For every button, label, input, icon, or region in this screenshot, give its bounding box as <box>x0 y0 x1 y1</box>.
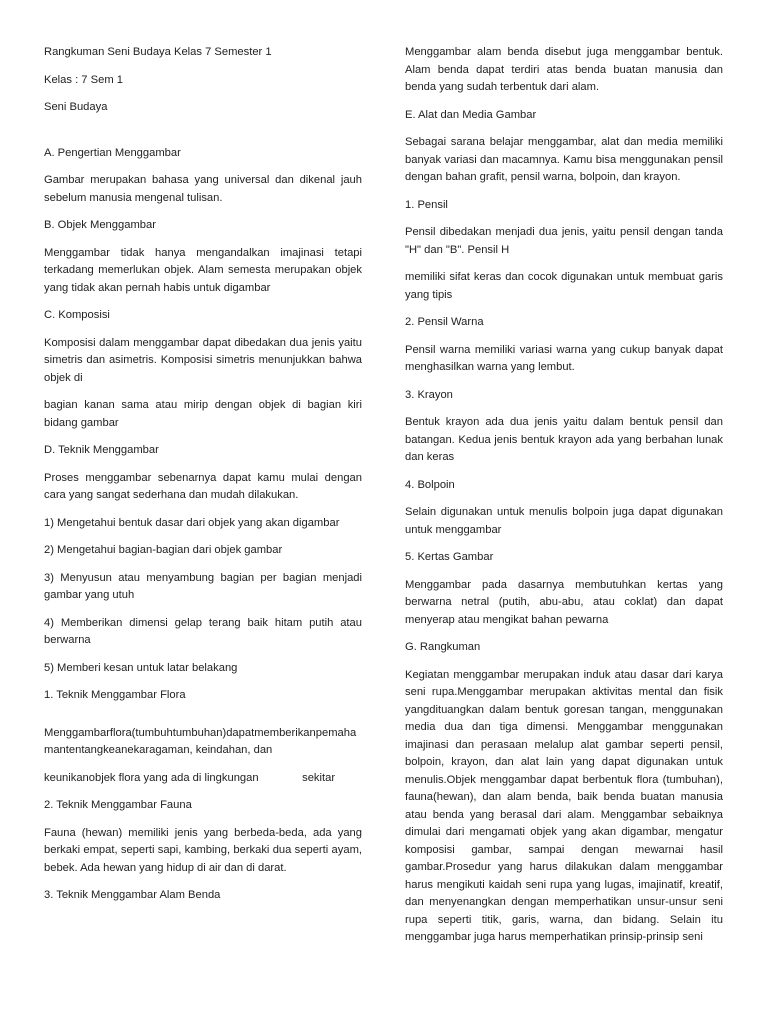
paragraph-komposisi-1: Komposisi dalam menggambar dapat dibedakan dua jenis yaitu simetris dan asimetris. Komposisi simetris menunjukkan bahwa objek di <box>44 336 362 384</box>
right-column <box>405 44 723 957</box>
heading-bolpoin: 4. Bolpoin <box>405 478 455 491</box>
list-item: 5) Memberi kesan untuk latar belakang <box>44 661 238 674</box>
paragraph-pensil-warna: Pensil warna memiliki variasi warna yang cukup banyak dapat menghasilkan warna yang lembut. <box>405 343 723 373</box>
heading-teknik: D. Teknik Menggambar <box>44 444 159 456</box>
paragraph-pensil-1: Pensil dibedakan menjadi dua jenis, yaitu pensil dengan tanda "H" dan "B". Pensil H <box>405 226 723 256</box>
paragraph-pengertian: Gambar merupakan bahasa yang universal dan dikenal jauh sebelum manusia mengenal tulisan. <box>44 174 362 204</box>
heading-pengertian: A. Pengertian Menggambar <box>44 146 181 159</box>
list-item: 1) Mengetahui bentuk dasar dari objek yang akan digambar <box>44 516 340 529</box>
left-column <box>44 44 362 915</box>
heading-fauna: 2. Teknik Menggambar Fauna <box>44 799 192 811</box>
paragraph-alam-benda: Menggambar alam benda disebut juga menggambar bentuk. Alam benda dapat terdiri atas benda buatan manusia dan benda yang sudah terbentuk dari alam. <box>405 46 723 93</box>
paragraph-krayon: Bentuk krayon ada dua jenis yaitu dalam bentuk pensil dan batangan. Kedua jenis bentuk krayon ada yang berbahan lunak dan keras <box>405 416 723 463</box>
paragraph-teknik: Proses menggambar sebenarnya dapat kamu mulai dengan cara yang sangat sederhana dan mudah dilakukan. <box>44 471 362 501</box>
heading-kertas: 5. Kertas Gambar <box>405 551 494 563</box>
heading-alat-media: E. Alat dan Media Gambar <box>405 108 537 121</box>
list-item: 3) Menyusun atau menyambung bagian per bagian menjadi gambar yang utuh <box>44 571 362 601</box>
paragraph-rangkuman: Kegiatan menggambar merupakan induk atau dasar dari karya seni rupa.Menggambar merupakan aktivitas mental dan fisik yangdituangkan dalam bentuk goresan tangan, menggunakan media dua dan tiga dimensi. Menggambar menggunakan imajinasi dan perasaan melalup alat gambar seperti pensil, bolpoin, krayon, dan alat lain yang dapat digunakan untuk menulis.Objek menggambar dapat berbentuk flora (tumbuhan), fauna(hewan), dan alam benda, baik benda buatan manusia atau benda yang berasal dari alam. Menggambar sebaiknya dimulai dari mengamati objek yang akan digambar, mengatur komposisi gambar, sampai dengan mewarnai hasil gambar.Prosedur yang harus dilakukan dalam menggambar harus mengikuti kaidah seni rupa yang lugas, imajinatif, kreatif, dan menyenangkan dengan memperhatikan unsur-unsur seni rupa seperti titik, garis, warna, dan bidang. Selain itu menggambar juga harus memperhatikan prinsip-prinsip seni <box>405 668 723 943</box>
heading-pensil: 1. Pensil <box>405 198 448 211</box>
paragraph-bolpoin: Selain digunakan untuk menulis bolpoin juga dapat digunakan untuk menggambar <box>405 506 723 536</box>
heading-pensil-warna: 2. Pensil Warna <box>405 316 484 328</box>
paragraph-flora-1: Menggambarflora(tumbuhtumbuhan)dapatmemberikanpemahamantentangkeanekaragaman, keindahan, dan <box>44 726 357 756</box>
heading-krayon: 3. Krayon <box>405 388 453 401</box>
subject-label: Seni Budaya <box>44 101 108 113</box>
heading-rangkuman: G. Rangkuman <box>405 641 481 653</box>
paragraph-fauna: Fauna (hewan) memiliki jenis yang berbeda-beda, ada yang berkaki empat, seperti sapi, kambing, berkaki dua seperti ayam, bebek. Ada hewan yang hidup di air dan di darat. <box>44 826 362 874</box>
paragraph-objek: Menggambar tidak hanya mengandalkan imajinasi tetapi terkadang memerlukan objek. Alam semesta merupakan objek yang tidak akan pernah habis untuk digambar <box>44 246 362 294</box>
heading-flora: 1. Teknik Menggambar Flora <box>44 689 186 701</box>
paragraph-komposisi-2: bagian kanan sama atau mirip dengan objek di bagian kiri bidang gambar <box>44 399 362 429</box>
heading-objek: B. Objek Menggambar <box>44 219 156 231</box>
heading-komposisi: C. Komposisi <box>44 309 110 321</box>
document-title: Rangkuman Seni Budaya Kelas 7 Semester 1 <box>44 46 272 58</box>
heading-alam-benda: 3. Teknik Menggambar Alam Benda <box>44 889 221 901</box>
paragraph-flora-2: keunikanobjek flora yang ada di lingkungan sekitar <box>44 771 336 784</box>
class-info: Kelas : 7 Sem 1 <box>44 73 123 86</box>
paragraph-pensil-2: memiliki sifat keras dan cocok digunakan untuk membuat garis yang tipis <box>405 271 723 301</box>
list-item: 2) Mengetahui bagian-bagian dari objek gambar <box>44 544 283 556</box>
paragraph-alat-media: Sebagai sarana belajar menggambar, alat dan media memiliki banyak variasi dan macamnya. Kamu bisa menggunakan pensil dengan bahan grafit, pensil warna, bolpoin, dan krayon. <box>405 136 723 183</box>
paragraph-kertas: Menggambar pada dasarnya membutuhkan kertas yang berwarna netral (putih, abu-abu, atau coklat) dan dapat menyerap atau mengikat bahan pewarna <box>405 578 723 626</box>
list-item: 4) Memberikan dimensi gelap terang baik hitam putih atau berwarna <box>44 616 362 646</box>
